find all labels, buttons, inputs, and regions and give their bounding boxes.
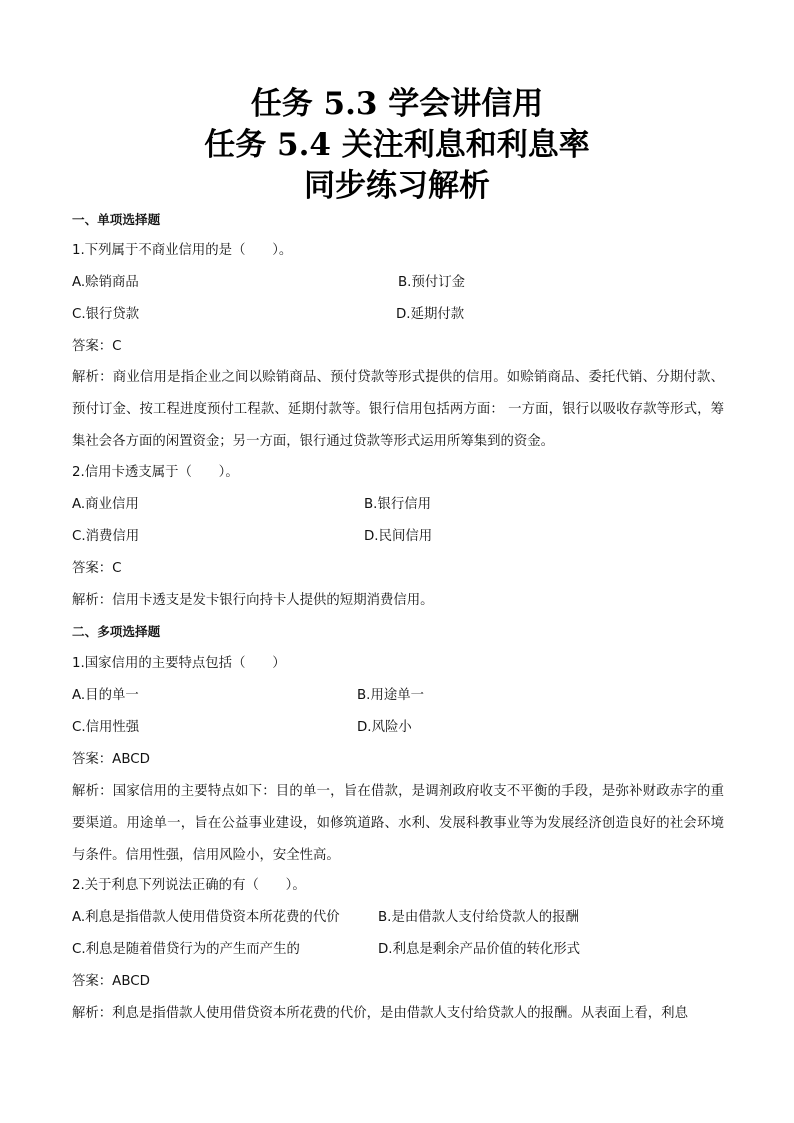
option-d: D.延期付款 [396, 307, 465, 322]
analysis: 解析：信用卡透支是发卡银行向持卡人提供的短期消费信用。 [72, 593, 434, 608]
option-a: A.商业信用 [72, 497, 139, 512]
analysis: 解析：商业信用是指企业之间以赊销商品、预付贷款等形式提供的信用。如赊销商品、委托代销、分期付款、预付订金、按工程进度预付工程款、延期付款等。银行信用包括两方面： 一方面，银行以吸收存款等形式，筹集社会各方面的闲置资金；另一方面，银行通过贷款等形式运用所筹集到的资金。 [72, 370, 724, 449]
question-stem: 2.信用卡透支属于（ ）。 [72, 465, 239, 480]
analysis: 解析：国家信用的主要特点如下：目的单一，旨在借款，是调剂政府收支不平衡的手段，是弥补财政赤字的重要渠道。用途单一，旨在公益事业建设，如修筑道路、水利、发展科教事业等为发展经济创造良好的社会环境与条件。信用性强，信用风险小，安全性高。 [72, 784, 724, 863]
question-stem: 1.国家信用的主要特点包括（ ） [72, 656, 286, 671]
title-line-1: 任务 5.3 学会讲信用 [250, 86, 544, 122]
option-c: C.利息是随着借贷行为的产生而产生的 [72, 942, 300, 957]
title-line-3: 同步练习解析 [304, 168, 490, 204]
option-b: B.银行信用 [364, 497, 432, 512]
option-b: B.是由借款人支付给贷款人的报酬 [378, 910, 579, 925]
option-a: A.利息是指借款人使用借贷资本所花费的代价 [72, 910, 340, 925]
section-heading-single-choice: 一、单项选择题 [72, 212, 161, 227]
option-c: C.银行贷款 [72, 307, 140, 322]
answer: 答案：C [72, 339, 122, 354]
section-heading-multiple-choice: 二、多项选择题 [72, 624, 161, 639]
option-a: A.赊销商品 [72, 275, 139, 290]
option-c: C.信用性强 [72, 720, 140, 735]
option-d: D.利息是剩余产品价值的转化形式 [378, 942, 581, 957]
option-c: C.消费信用 [72, 529, 140, 544]
option-b: B.用途单一 [357, 688, 425, 703]
answer: 答案：ABCD [72, 974, 150, 989]
option-a: A.目的单一 [72, 688, 139, 703]
option-d: D.民间信用 [364, 529, 433, 544]
title-line-2: 任务 5.4 关注利息和利息率 [204, 127, 590, 163]
question-stem: 2.关于利息下列说法正确的有（ ）。 [72, 878, 306, 893]
analysis: 解析：利息是指借款人使用借贷资本所花费的代价，是由借款人支付给贷款人的报酬。从表面上看，利息 [72, 1006, 688, 1021]
option-b: B.预付订金 [398, 275, 466, 290]
answer: 答案：C [72, 561, 122, 576]
option-d: D.风险小 [357, 720, 412, 735]
answer: 答案：ABCD [72, 752, 150, 767]
question-stem: 1.下列属于不商业信用的是（ ）。 [72, 243, 293, 258]
